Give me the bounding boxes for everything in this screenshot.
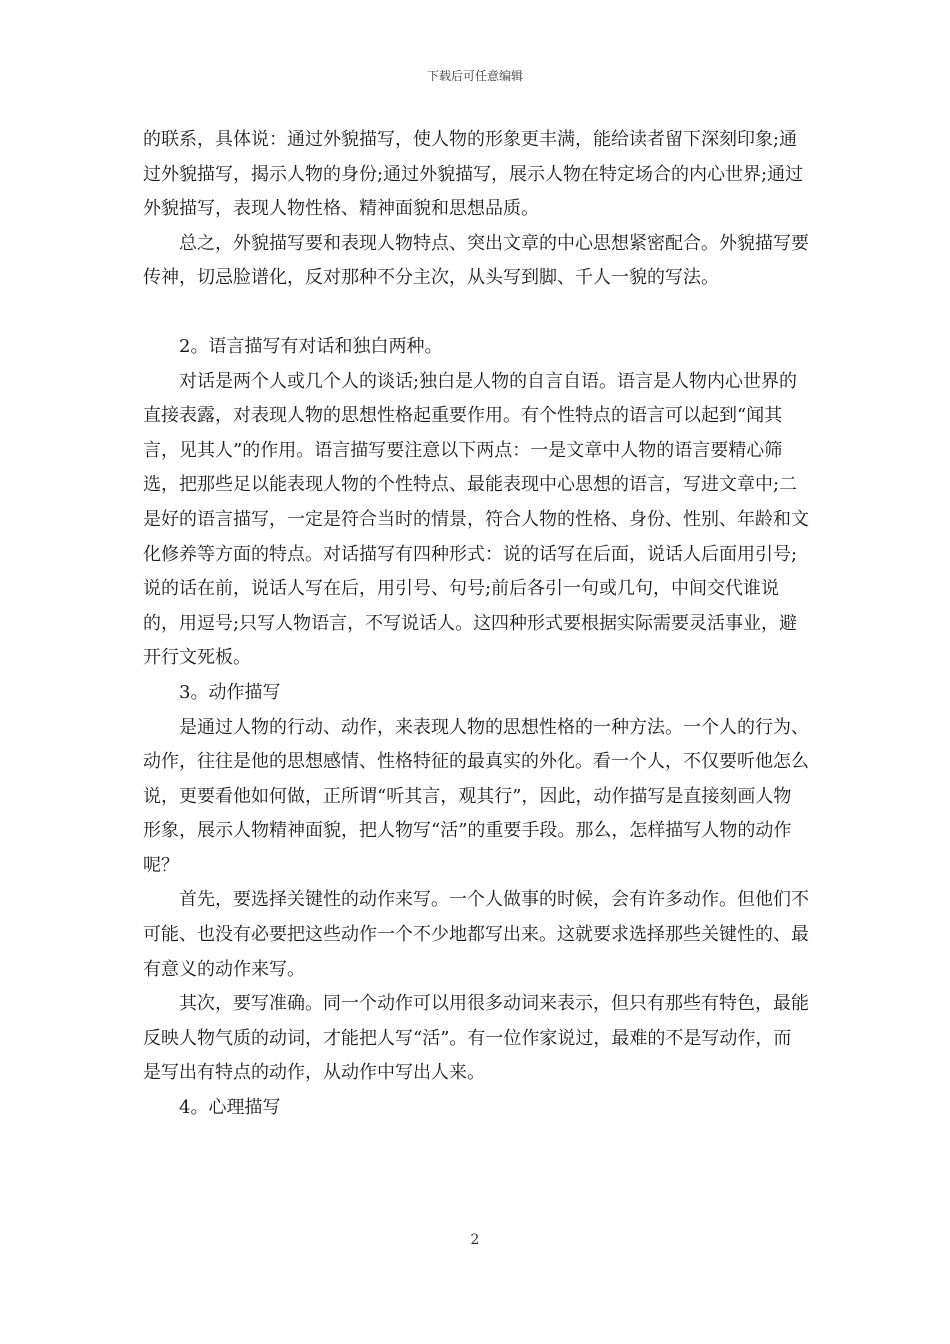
- paragraph-action-second: 其次，要写准确。同一个动作可以用很多动词来表示，但只有那些有特色，最能反映人物气质的动词，才能把人写“活”。有一位作家说过，最难的不是写动作，而是写出有特点的动作，从动作中写出人来。: [143, 993, 809, 1084]
- paragraph-appearance-purpose: 的联系，具体说：通过外貌描写，使人物的形象更丰满，能给读者留下深刻印象;通过外貌描写，揭示人物的身份;通过外貌描写，展示人物在特定场合的内心世界;通过外貌描写，表现人物性格、精神面貌和思想品质。: [143, 129, 804, 220]
- paragraph-language: 对话是两个人或几个人的谈话;独白是人物的自言自语。语言是人物内心世界的直接表露，对表现人物的思想性格起重要作用。有个性特点的语言可以起到“闻其言，见其人”的作用。语言描写要注意以下两点：一是文章中人物的语言要精心筛选，把那些足以能表现人物的个性特点、最能表现中心思想的语言，写进文章中;二是好的语言描写，一定是符合当时的情景，符合人物的性格、身份、性别、年龄和文化修养等方面的特点。对话描写有四种形式：说的话写在后面，说话人后面用引号;说的话在前，说话人写在后，用引号、句号;前后各引一句或几句，中间交代谁说的，用逗号;只写人物语言，不写说话人。这四种形式要根据实际需要灵活事业，避开行文死板。: [143, 370, 809, 669]
- section-heading-psychology: 4。心理描写: [179, 1097, 281, 1119]
- section-heading-language: 2。语言描写有对话和独白两种。: [179, 335, 443, 357]
- paragraph-action-intro: 是通过人物的行动、动作，来表现人物的思想性格的一种方法。一个人的行为、动作，往往是他的思想感情、性格特征的最真实的外化。看一个人，不仅要听他怎么说，更要看他如何做，正所谓“听其言，观其行”，因此，动作描写是直接刻画人物形象，展示人物精神面貌，把人物写“活”的重要手段。那么，怎样描写人物的动作呢？: [143, 716, 809, 876]
- section-heading-action: 3。动作描写: [179, 681, 281, 703]
- document-body: [143, 123, 809, 1126]
- paragraph-appearance-summary: 总之，外貌描写要和表现人物特点、突出文章的中心思想紧密配合。外貌描写要传神，切忌脸谱化，反对那种不分主次，从头写到脚、千人一貌的写法。: [143, 232, 809, 289]
- page-header: 下载后可任意编辑: [426, 69, 523, 83]
- page-number: 2: [470, 1232, 480, 1248]
- paragraph-action-first: 首先，要选择关键性的动作来写。一个人做事的时候，会有许多动作。但他们不可能、也没有必要把这些动作一个不少地都写出来。这就要求选择那些关键性的、最有意义的动作来写。: [143, 889, 809, 980]
